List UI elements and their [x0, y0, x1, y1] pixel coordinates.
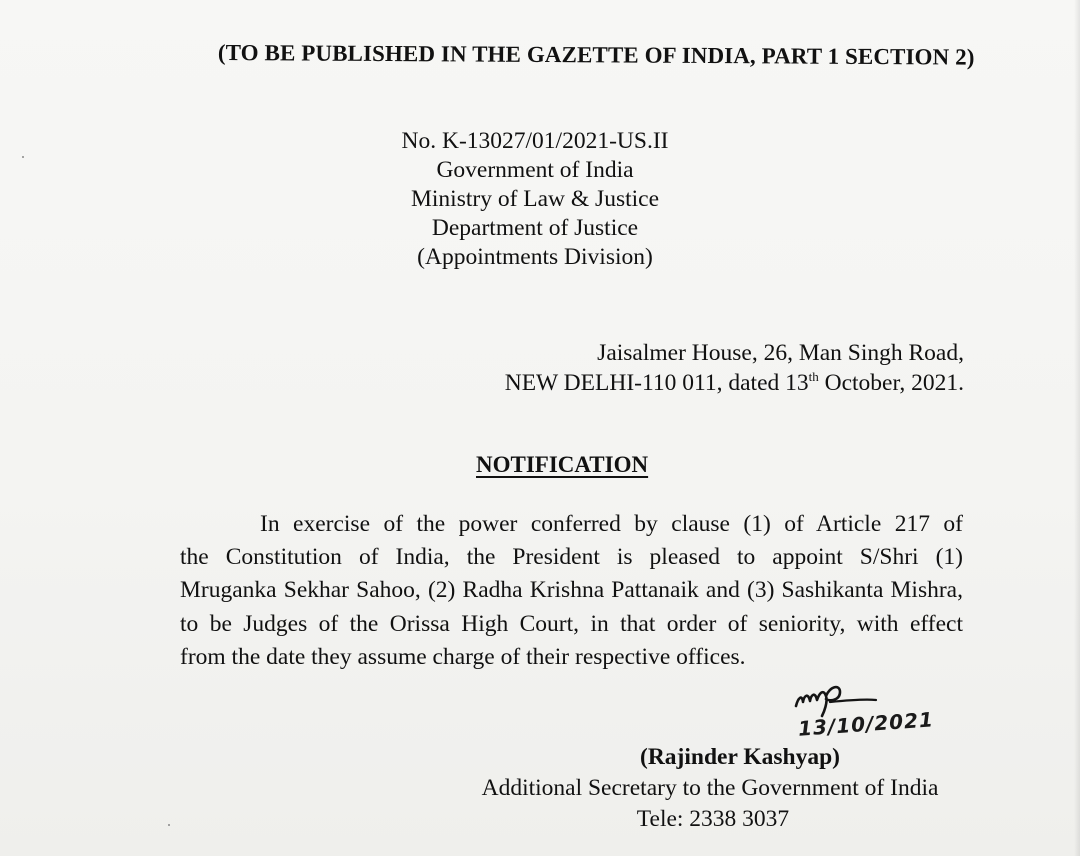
file-number: No. K-13027/01/2021-US.II — [401, 128, 669, 154]
date-line-prefix: NEW DELHI-110 011, dated 13 — [504, 370, 809, 396]
date-line-suffix: October, 2021. — [818, 370, 964, 396]
government-line: Government of India — [436, 157, 634, 183]
date-ordinal: th — [808, 369, 819, 384]
signatory-designation: Additional Secretary to the Government of India — [481, 775, 939, 801]
paper-speck — [22, 156, 24, 158]
page-edge-shadow — [1074, 0, 1080, 856]
notification-title: NOTIFICATION — [476, 452, 649, 477]
department-line: Department of Justice — [431, 215, 639, 241]
date-line — [505, 368, 964, 398]
body-line: from the date they assume charge of their respective offices. — [180, 643, 746, 670]
body-line: the Constitution of India, the President is pleased to appoint S/Shri (1) — [180, 544, 963, 571]
reference-block — [335, 127, 735, 272]
gazette-header: (TO BE PUBLISHED IN THE GAZETTE OF INDIA, PART 1 SECTION 2) — [217, 40, 975, 70]
division-line: (Appointments Division) — [417, 244, 653, 270]
notification-body — [180, 508, 963, 674]
paper-speck — [168, 824, 170, 826]
signatory-telephone: Tele: 2338 3037 — [636, 806, 790, 832]
address-line: Jaisalmer House, 26, Man Singh Road, — [597, 340, 964, 366]
signatory-block — [460, 742, 960, 835]
handwritten-signature — [790, 672, 940, 750]
address-block — [505, 338, 964, 398]
body-line: to be Judges of the Orissa High Court, in that order of seniority, with effect — [180, 610, 963, 637]
body-line: Mruganka Sekhar Sahoo, (2) Radha Krishna Pattanaik and (3) Sashikanta Mishra, — [180, 577, 963, 604]
ministry-line: Ministry of Law & Justice — [410, 186, 660, 212]
handwritten-date: 13/10/2021 — [797, 707, 935, 741]
signatory-name: (Rajinder Kashyap) — [640, 744, 840, 770]
body-line: In exercise of the power conferred by clause (1) of Article 217 of — [260, 511, 963, 537]
